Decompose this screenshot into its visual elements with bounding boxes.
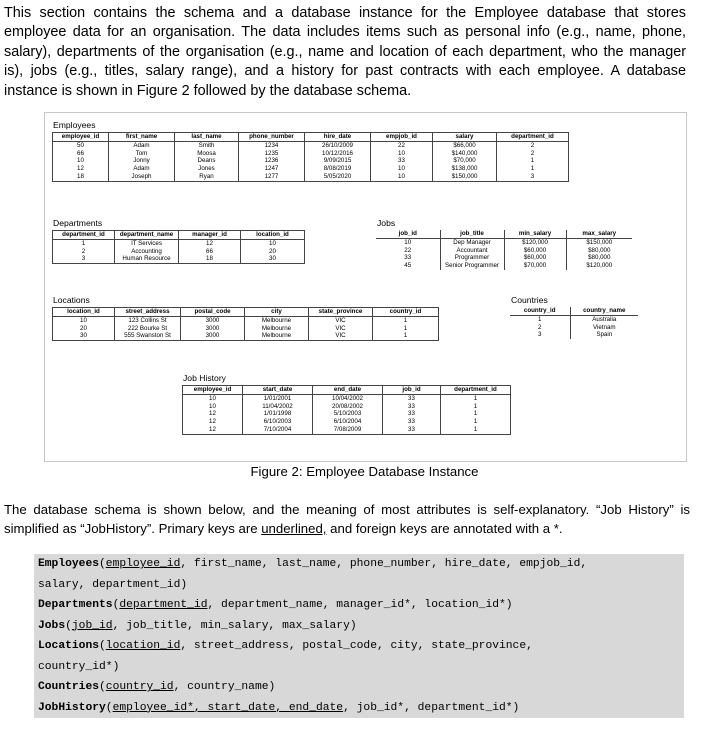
schema-jobs: Jobs(job_id, job_title, min_salary, max_salary) bbox=[38, 619, 357, 632]
schema-intro-part1: The database schema is shown below, and the meaning of most attributes is self-explanatory. “Job History” is simplified as “JobHistory”. Primary keys are bbox=[4, 502, 690, 536]
column-header: end_date bbox=[313, 386, 383, 395]
table-cell: 1 bbox=[497, 165, 569, 173]
schema-countries-name: Countries bbox=[38, 681, 100, 693]
table-header-row bbox=[53, 231, 305, 240]
table-cell: 1 bbox=[81, 239, 86, 247]
table-cell: 10 bbox=[404, 238, 412, 246]
table-cell: IT Services bbox=[115, 239, 179, 247]
table-cell: 5/05/2020 bbox=[305, 173, 371, 181]
schema-locations-attrs-cont: country_id*) bbox=[38, 660, 120, 673]
table-cell: Ryan bbox=[175, 173, 239, 181]
table-row bbox=[183, 426, 511, 434]
table-row bbox=[376, 262, 632, 270]
column-header: street_address bbox=[115, 308, 181, 317]
table-cell: 11/04/2002 bbox=[243, 403, 313, 411]
table-cell: Joseph bbox=[109, 173, 175, 181]
table-row bbox=[53, 173, 569, 181]
table-row bbox=[183, 418, 511, 426]
table-cell: 12 bbox=[209, 425, 216, 433]
table-cell: 12 bbox=[209, 410, 216, 418]
table-cell: 10 bbox=[80, 316, 87, 324]
column-header: city bbox=[245, 308, 309, 317]
column-header: state_province bbox=[309, 308, 373, 317]
schema-departments: Departments(department_id, department_name, manager_id*, location_id*) bbox=[38, 599, 513, 611]
table-cell: 6/10/2003 bbox=[243, 418, 313, 426]
column-header: start_date bbox=[243, 386, 313, 395]
column-header: employee_id bbox=[183, 386, 243, 395]
table-cell: Adam bbox=[109, 165, 175, 173]
table-cell: 1 bbox=[373, 316, 439, 324]
intro-paragraph: This section contains the schema and a database instance for the Employee database that stores employee data for an organisation. The data includes items such as personal info (e.g., name, phone, salary), departments of the organisation (e.g., name and location of each department, who the manager is), jobs (e.g., titles, salary range), and a history for past contracts with each employee. A database instance is shown in Figure 2 followed by the database schema. bbox=[4, 5, 686, 99]
countries-table-title: Countries bbox=[511, 295, 548, 305]
table-cell: Melbourne bbox=[245, 325, 309, 333]
column-header: manager_id bbox=[179, 231, 241, 240]
table-cell: 33 bbox=[383, 394, 441, 402]
table-cell: $70,000 bbox=[504, 262, 566, 270]
schema-intro-part2: and foreign keys are annotated with a *. bbox=[326, 521, 563, 536]
table-header-row bbox=[510, 307, 638, 315]
table-cell: $80,000 bbox=[566, 254, 632, 262]
table-cell: $150,000 bbox=[433, 173, 497, 181]
countries-table bbox=[510, 307, 638, 339]
table-cell: 1277 bbox=[239, 173, 305, 181]
schema-jobhistory: JobHistory(employee_id*, start_date, end_date, job_id*, department_id*) bbox=[38, 701, 520, 714]
column-header: department_name bbox=[115, 231, 179, 240]
table-cell: 12 bbox=[179, 239, 241, 247]
table-cell: 1 bbox=[441, 418, 511, 426]
table-cell: 3000 bbox=[181, 325, 245, 333]
schema-employees-attrs-cont: salary, department_id) bbox=[38, 578, 188, 591]
table-cell: $150,000 bbox=[566, 238, 632, 246]
employees-table bbox=[52, 132, 569, 182]
table-cell: Senior Programmer bbox=[440, 262, 504, 270]
schema-locations-cont bbox=[34, 657, 684, 678]
jobs-table-block bbox=[376, 218, 632, 270]
table-cell: 10 bbox=[371, 150, 433, 158]
table-cell: $120,000 bbox=[566, 262, 632, 270]
schema-employees-cont bbox=[34, 575, 684, 596]
table-cell: 33 bbox=[404, 254, 412, 262]
schema-locations: Locations(location_id, street_address, postal_code, city, state_province, bbox=[38, 640, 533, 652]
table-row bbox=[53, 325, 439, 333]
schema-jobs-attrs: , job_title, min_salary, max_salary) bbox=[112, 619, 357, 632]
table-row bbox=[53, 332, 439, 340]
table-cell: 30 bbox=[80, 332, 87, 340]
table-cell: $66,000 bbox=[433, 141, 497, 149]
table-row bbox=[376, 254, 632, 262]
table-cell: 1247 bbox=[239, 165, 305, 173]
table-cell: 10 bbox=[209, 394, 216, 402]
table-cell: Accounting bbox=[115, 248, 179, 256]
table-cell: 1/01/1998 bbox=[243, 410, 313, 418]
table-cell: 10/12/2016 bbox=[305, 150, 371, 158]
column-header: department_id bbox=[441, 386, 511, 395]
table-row bbox=[53, 255, 305, 263]
departments-table bbox=[52, 230, 305, 264]
table-cell: 33 bbox=[383, 410, 441, 418]
table-cell: $60,000 bbox=[504, 247, 566, 255]
table-cell: 45 bbox=[404, 262, 412, 270]
schema-employees-pk: employee_id bbox=[105, 558, 181, 570]
table-cell: $60,000 bbox=[504, 254, 566, 262]
table-row bbox=[510, 315, 638, 323]
table-cell: 50 bbox=[77, 141, 84, 149]
table-row bbox=[510, 331, 638, 339]
table-row bbox=[53, 165, 569, 173]
table-row bbox=[376, 238, 632, 246]
table-cell: 12 bbox=[209, 418, 216, 426]
table-cell: 18 bbox=[77, 172, 84, 180]
departments-table-title: Departments bbox=[53, 218, 103, 228]
schema-departments-attrs: , department_name, manager_id*, location_id*) bbox=[207, 599, 513, 611]
locations-table-title: Locations bbox=[53, 295, 90, 305]
table-row bbox=[53, 150, 569, 158]
table-cell: Vietnam bbox=[570, 324, 638, 332]
table-cell: 1 bbox=[373, 325, 439, 333]
jobhistory-table-title: Job History bbox=[183, 373, 226, 383]
table-cell: 123 Collins St bbox=[115, 316, 181, 324]
table-row bbox=[53, 141, 569, 149]
countries-table-block bbox=[510, 295, 638, 339]
table-cell: Human Resource bbox=[115, 255, 179, 263]
schema-jobhistory-attrs: , job_id*, department_id*) bbox=[343, 701, 520, 714]
schema-departments-name: Departments bbox=[38, 599, 113, 611]
table-cell: Jonny bbox=[109, 157, 175, 165]
table-cell: $138,000 bbox=[433, 165, 497, 173]
table-cell: 66 bbox=[179, 248, 241, 256]
table-cell: Melbourne bbox=[245, 316, 309, 324]
table-cell: 5/10/2003 bbox=[313, 410, 383, 418]
column-header: job_id bbox=[376, 230, 440, 238]
table-cell: 22 bbox=[371, 141, 433, 149]
schema-jobhistory-name: JobHistory bbox=[38, 701, 106, 714]
table-cell: 1236 bbox=[239, 157, 305, 165]
column-header: postal_code bbox=[181, 308, 245, 317]
table-cell: 3000 bbox=[181, 332, 245, 340]
column-header: empjob_id bbox=[371, 133, 433, 142]
table-cell: 66 bbox=[77, 149, 84, 157]
schema-jobs-name: Jobs bbox=[38, 619, 66, 632]
table-cell: 1 bbox=[441, 426, 511, 434]
table-cell: VIC bbox=[309, 325, 373, 333]
table-cell: Moosa bbox=[175, 150, 239, 158]
schema-employees-name: Employees bbox=[38, 558, 100, 570]
table-cell: 20/08/2002 bbox=[313, 403, 383, 411]
table-cell: 2 bbox=[538, 323, 542, 331]
table-row bbox=[53, 316, 439, 324]
column-header: department_id bbox=[53, 231, 115, 240]
table-cell: 3 bbox=[538, 331, 542, 339]
column-header: country_name bbox=[570, 307, 638, 315]
column-header: last_name bbox=[175, 133, 239, 142]
table-cell: Jones bbox=[175, 165, 239, 173]
schema-countries-pk: country_id bbox=[105, 681, 174, 693]
table-cell: 3 bbox=[81, 255, 86, 263]
table-cell: Australia bbox=[570, 315, 638, 323]
figure-caption: Figure 2: Employee Database Instance bbox=[250, 464, 479, 479]
table-cell: 10/04/2002 bbox=[313, 394, 383, 402]
table-row bbox=[53, 157, 569, 165]
table-cell: Melbourne bbox=[245, 332, 309, 340]
column-header: country_id bbox=[510, 307, 570, 315]
schema-employees-attrs: , first_name, last_name, phone_number, hire_date, empjob_id, bbox=[180, 558, 588, 570]
column-header: first_name bbox=[109, 133, 175, 142]
schema-box bbox=[34, 554, 684, 718]
column-header: employee_id bbox=[53, 133, 109, 142]
column-header: job_title bbox=[440, 230, 504, 238]
jobs-table bbox=[376, 230, 632, 270]
table-cell: VIC bbox=[309, 316, 373, 324]
table-cell: Spain bbox=[570, 331, 638, 339]
table-cell: 20 bbox=[80, 324, 87, 332]
table-cell: 3 bbox=[497, 173, 569, 181]
table-row bbox=[183, 403, 511, 411]
column-header: location_id bbox=[53, 308, 115, 317]
table-cell: 26/10/2009 bbox=[305, 141, 371, 149]
table-header-row bbox=[183, 386, 511, 395]
column-header: min_salary bbox=[504, 230, 566, 238]
table-cell: Smith bbox=[175, 141, 239, 149]
schema-intro-paragraph bbox=[4, 500, 690, 538]
schema-locations-name: Locations bbox=[38, 640, 100, 652]
table-cell: 1 bbox=[441, 410, 511, 418]
employees-table-title: Employees bbox=[53, 120, 96, 130]
column-header: hire_date bbox=[305, 133, 371, 142]
table-header-row bbox=[376, 230, 632, 238]
table-cell: 12 bbox=[77, 165, 84, 173]
table-cell: 8/08/2019 bbox=[305, 165, 371, 173]
table-cell: 10 bbox=[371, 173, 433, 181]
table-row bbox=[183, 394, 511, 402]
schema-jobhistory-pk: employee_id*, start_date, end_date bbox=[112, 701, 344, 714]
column-header: max_salary bbox=[566, 230, 632, 238]
table-cell: Tom bbox=[109, 150, 175, 158]
table-cell: 1235 bbox=[239, 150, 305, 158]
departments-table-block bbox=[52, 218, 305, 264]
table-cell: 22 bbox=[404, 246, 412, 254]
table-cell: 20 bbox=[241, 248, 305, 256]
schema-locations-attrs: , street_address, postal_code, city, state_province, bbox=[180, 640, 533, 652]
locations-table-block bbox=[52, 295, 439, 341]
jobs-table-title: Jobs bbox=[377, 218, 396, 228]
table-cell: $140,000 bbox=[433, 150, 497, 158]
table-cell: $70,000 bbox=[433, 157, 497, 165]
table-header-row bbox=[53, 133, 569, 142]
locations-table bbox=[52, 307, 439, 341]
figure-employee-instance bbox=[44, 112, 687, 462]
schema-countries-attrs: , country_name) bbox=[173, 681, 276, 693]
table-cell: 7/10/2004 bbox=[243, 426, 313, 434]
table-cell: 7/08/2009 bbox=[313, 426, 383, 434]
table-cell: 2 bbox=[497, 141, 569, 149]
table-cell: 33 bbox=[383, 426, 441, 434]
table-cell: VIC bbox=[309, 332, 373, 340]
table-cell: 555 Swanston St bbox=[115, 332, 181, 340]
table-cell: 1 bbox=[373, 332, 439, 340]
table-cell: Deans bbox=[175, 157, 239, 165]
table-cell: Dep Manager bbox=[440, 238, 504, 246]
table-cell: 18 bbox=[179, 255, 241, 263]
table-row bbox=[53, 239, 305, 247]
table-cell: 1 bbox=[497, 157, 569, 165]
table-cell: 3000 bbox=[181, 316, 245, 324]
table-cell: Accountant bbox=[440, 247, 504, 255]
employees-table-block bbox=[52, 120, 569, 182]
table-cell: 10 bbox=[77, 157, 84, 165]
table-cell: 1 bbox=[441, 403, 511, 411]
table-cell: 9/09/2015 bbox=[305, 157, 371, 165]
table-cell: 1/01/2001 bbox=[243, 394, 313, 402]
schema-employees: Employees(employee_id, first_name, last_name, phone_number, hire_date, empjob_id, bbox=[38, 558, 588, 570]
table-cell: 2 bbox=[497, 150, 569, 158]
table-cell: 1 bbox=[538, 315, 542, 323]
column-header: location_id bbox=[241, 231, 305, 240]
table-cell: 10 bbox=[371, 165, 433, 173]
column-header: department_id bbox=[497, 133, 569, 142]
table-cell: 33 bbox=[383, 403, 441, 411]
table-cell: 1 bbox=[441, 394, 511, 402]
table-cell: 1234 bbox=[239, 141, 305, 149]
table-cell: Programmer bbox=[440, 254, 504, 262]
column-header: job_id bbox=[383, 386, 441, 395]
table-cell: 6/10/2004 bbox=[313, 418, 383, 426]
table-cell: $80,000 bbox=[566, 247, 632, 255]
table-row bbox=[510, 324, 638, 332]
table-cell: 2 bbox=[81, 247, 86, 255]
schema-jobs-pk: job_id bbox=[71, 619, 113, 632]
table-cell: 10 bbox=[209, 402, 216, 410]
table-cell: 33 bbox=[371, 157, 433, 165]
column-header: phone_number bbox=[239, 133, 305, 142]
schema-departments-pk: department_id bbox=[119, 599, 208, 611]
schema-intro-underlined: underlined, bbox=[261, 521, 327, 536]
table-row bbox=[53, 248, 305, 256]
table-cell: Adam bbox=[109, 141, 175, 149]
table-row bbox=[183, 410, 511, 418]
jobhistory-table-block bbox=[182, 373, 511, 435]
schema-locations-pk: location_id bbox=[105, 640, 181, 652]
table-header-row bbox=[53, 308, 439, 317]
table-cell: 10 bbox=[241, 239, 305, 247]
column-header: salary bbox=[433, 133, 497, 142]
table-cell: 222 Bourke St bbox=[115, 325, 181, 333]
column-header: country_id bbox=[373, 308, 439, 317]
table-cell: 30 bbox=[241, 255, 305, 263]
table-cell: $120,000 bbox=[504, 238, 566, 246]
jobhistory-table bbox=[182, 385, 511, 435]
table-row bbox=[376, 247, 632, 255]
schema-countries: Countries(country_id, country_name) bbox=[38, 681, 276, 693]
table-cell: 33 bbox=[383, 418, 441, 426]
